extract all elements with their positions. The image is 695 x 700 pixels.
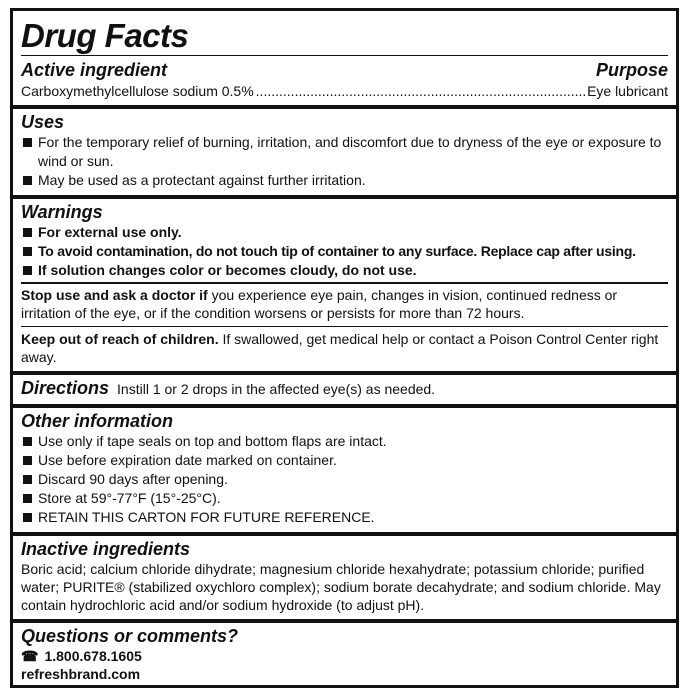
section-divider — [13, 371, 676, 375]
list-item: May be used as a protectant against further irritation. — [21, 171, 668, 190]
list-item: Use only if tape seals on top and bottom flaps are intact. — [21, 432, 668, 451]
purpose-heading: Purpose — [595, 60, 668, 80]
keep-out-paragraph: Keep out of reach of children. If swallowed, get medical help or contact a Poison Control Center right away. — [21, 331, 659, 365]
bullet-icon — [23, 494, 32, 503]
list-item: Store at 59°-77°F (15°-25°C). — [21, 489, 668, 508]
directions-text: Instill 1 or 2 drops in the affected eye(s) as needed. — [117, 381, 436, 397]
phone-number[interactable]: 1.800.678.1605 — [44, 648, 142, 664]
stop-use-paragraph: Stop use and ask a doctor if you experience eye pain, changes in vision, continued redness or irritation of the eye, or if the condition worsens or persists for more than 72 hours. — [21, 287, 618, 321]
active-ingredient-name: Carboxymethylcellulose sodium 0.5% — [21, 83, 254, 99]
phone-line — [21, 647, 668, 665]
active-ingredient-purpose: Eye lubricant — [587, 83, 668, 99]
uses-heading: Uses — [21, 112, 65, 132]
directions-section — [21, 378, 668, 399]
other-information-section — [21, 411, 668, 527]
inactive-ingredients-heading: Inactive ingredients — [21, 539, 191, 559]
bullet-icon — [23, 176, 32, 185]
bullet-icon — [23, 456, 32, 465]
list-item: If solution changes color or becomes cloudy, do not use. — [21, 261, 668, 280]
directions-heading: Directions — [21, 378, 110, 398]
list-item: For external use only. — [21, 223, 668, 242]
list-item: Use before expiration date marked on container. — [21, 451, 668, 470]
section-divider — [13, 195, 676, 199]
warnings-section — [21, 202, 668, 366]
section-divider — [13, 619, 676, 623]
page-title: Drug Facts — [21, 17, 189, 54]
bullet-icon — [23, 266, 32, 275]
divider — [21, 282, 668, 284]
bullet-icon — [23, 247, 32, 256]
warnings-heading: Warnings — [21, 202, 103, 222]
divider — [21, 55, 668, 56]
list-item: For the temporary relief of burning, irritation, and discomfort due to dryness of the eye or exposure to wind or sun. — [21, 133, 668, 171]
list-item: RETAIN THIS CARTON FOR FUTURE REFERENCE. — [21, 508, 668, 527]
section-divider — [13, 404, 676, 408]
list-item: Discard 90 days after opening. — [21, 470, 668, 489]
website-link[interactable]: refreshbrand.com — [21, 666, 141, 682]
bullet-icon — [23, 437, 32, 446]
questions-heading: Questions or comments? — [21, 626, 239, 646]
dot-leader — [256, 82, 585, 100]
bullet-icon — [23, 228, 32, 237]
divider — [21, 326, 668, 327]
bullet-icon — [23, 513, 32, 522]
other-information-heading: Other information — [21, 411, 173, 431]
list-item: To avoid contamination, do not touch tip of container to any surface. Replace cap after using. — [21, 242, 668, 261]
active-ingredient-section — [21, 60, 668, 100]
bullet-icon — [23, 475, 32, 484]
active-ingredient-heading: Active ingredient — [21, 60, 168, 80]
inactive-ingredients-section — [21, 539, 668, 614]
inactive-ingredients-text: Boric acid; calcium chloride dihydrate; magnesium chloride hexahydrate; potassium chloride; purified water; PURITE® (stabilized oxychloro complex); sodium borate decahydrate; and sodium chloride. May contain hydrochloric acid and/or sodium hydroxide (to adjust pH). — [21, 561, 661, 613]
uses-section — [21, 112, 668, 190]
section-divider — [13, 532, 676, 536]
drug-facts-panel — [10, 8, 679, 688]
bullet-icon — [23, 138, 32, 147]
questions-section — [21, 626, 668, 683]
section-divider — [13, 105, 676, 109]
telephone-icon: ☎ — [21, 648, 39, 664]
